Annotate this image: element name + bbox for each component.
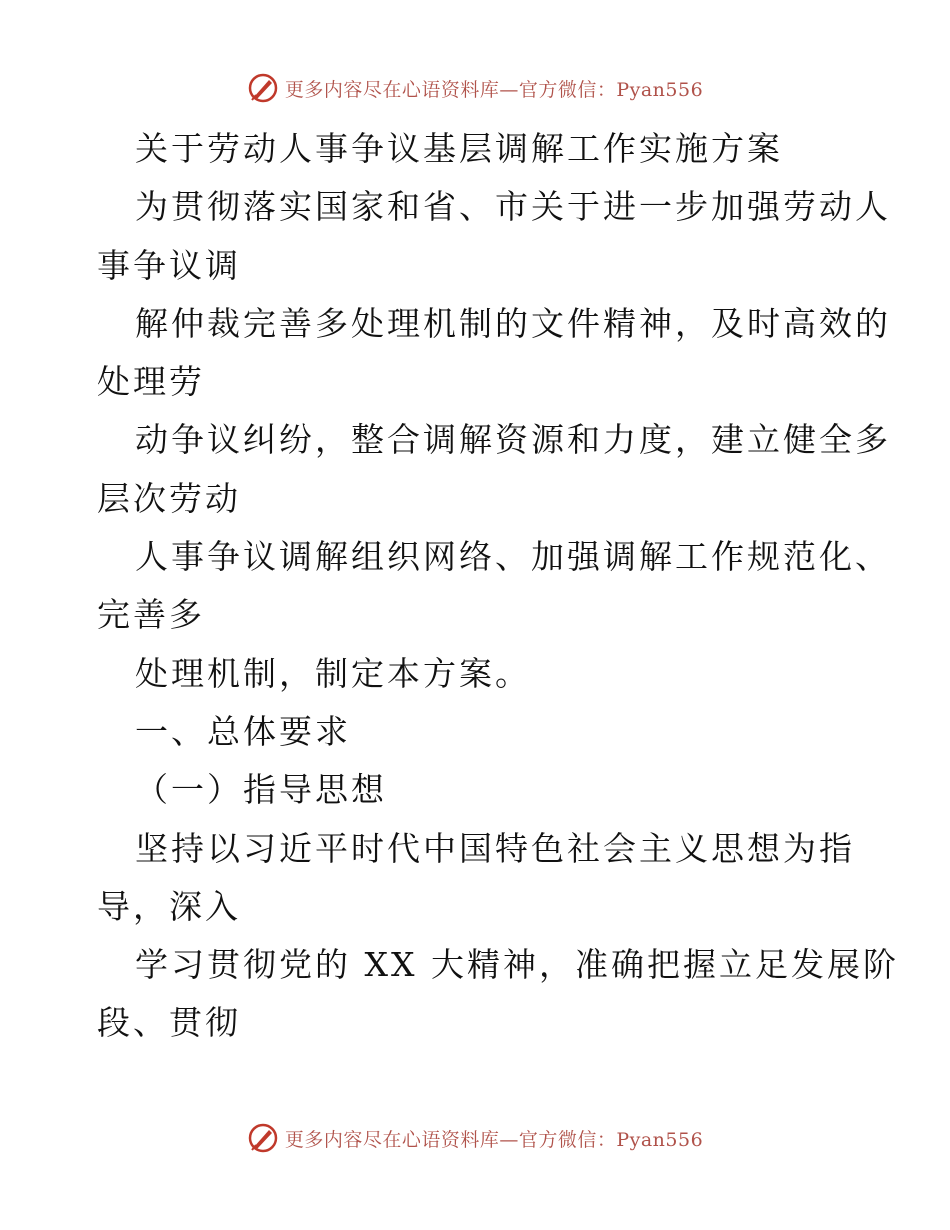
subsection-heading: （一）指导思想 [135,770,387,810]
doc-line: 处理机制，制定本方案。 [135,653,531,693]
doc-title: 关于劳动人事争议基层调解工作实施方案 [135,129,783,168]
section-heading: 一、总体要求 [135,711,351,751]
doc-line: 完善多 [97,595,205,635]
doc-line: 处理劳 [97,362,205,402]
doc-line: 段、贯彻 [97,1003,241,1043]
doc-line: 导，深入 [97,886,241,926]
doc-line: 层次劳动 [97,478,241,518]
doc-line: 事争议调 [97,245,241,285]
quill-logo-icon [247,1122,279,1154]
doc-line: 解仲裁完善多处理机制的文件精神，及时高效的 [135,303,891,343]
page-footer [0,1122,950,1154]
footer-banner-text: 更多内容尽在心语资料库—官方微信：Pyan556 [284,1128,704,1151]
doc-line: 人事争议调解组织网络、加强调解工作规范化、 [135,537,891,577]
doc-line: 学习贯彻党的 XX 大精神，准确把握立足发展阶 [135,945,899,985]
doc-line: 为贯彻落实国家和省、市关于进一步加强劳动人 [135,187,891,227]
page-header [0,72,950,104]
doc-line: 坚持以习近平时代中国特色社会主义思想为指 [135,828,855,868]
doc-line: 动争议纠纷，整合调解资源和力度，建立健全多 [135,420,891,460]
quill-logo-icon [247,72,279,104]
header-banner-text: 更多内容尽在心语资料库—官方微信：Pyan556 [284,78,704,101]
document-body [97,120,899,1053]
